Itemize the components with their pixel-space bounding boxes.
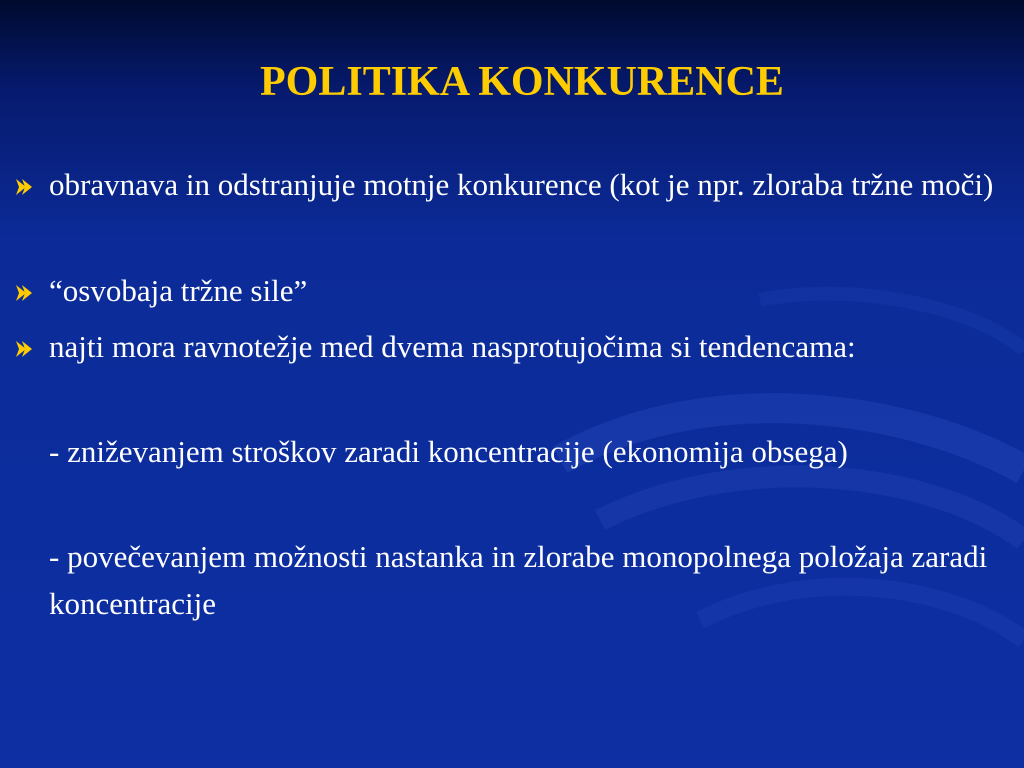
- slide-title: POLITIKA KONKURENCE: [260, 59, 784, 105]
- arrow-bullet-icon: [12, 175, 36, 199]
- sub-item-1: - zniževanjem stroškov zaradi koncentracije (ekonomija obsega): [49, 434, 848, 469]
- bullet-item-2: “osvobaja tržne sile”: [49, 273, 308, 308]
- bullet-item-1: obravnava in odstranjuje motnje konkurence (kot je npr. zloraba tržne moči): [49, 167, 994, 202]
- arrow-bullet-icon: [12, 281, 36, 305]
- sub-item-2: - povečevanjem možnosti nastanka in zlorabe monopolnega položaja zaradi koncentracije: [49, 539, 988, 621]
- arrow-bullet-icon: [12, 337, 36, 361]
- bullet-item-3: najti mora ravnotežje med dvema nasprotujočima si tendencama:: [49, 329, 856, 364]
